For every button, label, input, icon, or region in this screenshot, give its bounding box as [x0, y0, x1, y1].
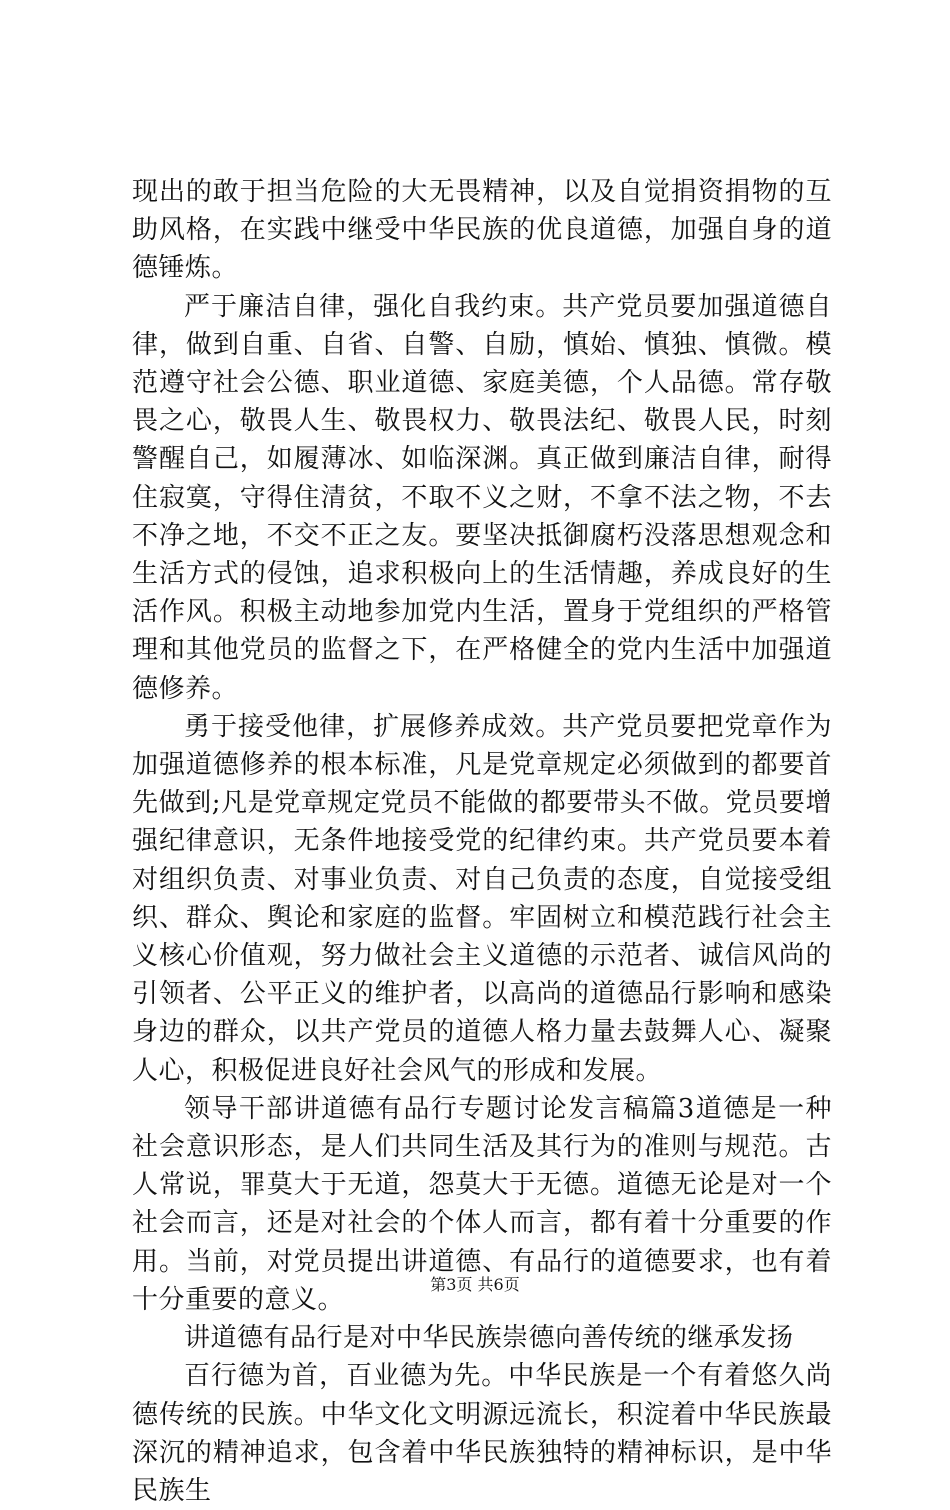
page-footer [0, 1272, 950, 1295]
paragraph-4: 领导干部讲道德有品行专题讨论发言稿篇3道德是一种社会意识形态，是人们共同生活及其行为的准则与规范。古人常说，罪莫大于无道，怨莫大于无德。道德无论是对一个社会而言，还是对社会的个体人而言，都有着十分重要的作用。当前，对党员提出讲道德、有品行的道德要求，也有着十分重要的意义。 [132, 1093, 832, 1315]
section-heading: 讲道德有品行是对中华民族崇德向善传统的继承发扬 [184, 1323, 794, 1354]
paragraph-1: 现出的敢于担当危险的大无畏精神，以及自觉捐资捐物的互助风格，在实践中继受中华民族的优良道德，加强自身的道德锤炼。 [132, 177, 832, 284]
paragraph-3: 勇于接受他律，扩展修养成效。共产党员要把党章作为加强道德修养的根本标准，凡是党章规定必须做到的都要首先做到;凡是党章规定党员不能做的都要带头不做。党员要增强纪律意识，无条件地接受党的纪律约束。共产党员要本着对组织负责、对事业负责、对自己负责的态度，自觉接受组织、群众、舆论和家庭的监督。牢固树立和模范践行社会主义核心价值观，努力做社会主义道德的示范者、诚信风尚的引领者、公平正义的维护者，以高尚的道德品行影响和感染身边的群众，以共产党员的道德人格力量去鼓舞人心、凝聚人心，积极促进良好社会风气的形成和发展。 [132, 711, 832, 1086]
page-number: 第3页 共6页 [430, 1275, 520, 1294]
paragraph-2: 严于廉洁自律，强化自我约束。共产党员要加强道德自律，做到自重、自省、自警、自励，慎始、慎独、慎微。模范遵守社会公德、职业道德、家庭美德，个人品德。常存敬畏之心，敬畏人生、敬畏权力、敬畏法纪、敬畏人民，时刻警醒自己，如履薄冰、如临深渊。真正做到廉洁自律，耐得住寂寞，守得住清贫，不取不义之财，不拿不法之物，不去不净之地，不交不正之友。要坚决抵御腐朽没落思想观念和生活方式的侵蚀，追求积极向上的生活情趣，养成良好的生活作风。积极主动地参加党内生活，置身于党组织的严格管理和其他党员的监督之下，在严格健全的党内生活中加强道德修养。 [132, 291, 832, 704]
document-body [132, 173, 832, 1510]
paragraph-5: 百行德为首，百业德为先。中华民族是一个有着悠久尚德传统的民族。中华文化文明源远流长，积淀着中华民族最深沉的精神追求，包含着中华民族独特的精神标识，是中华民族生 [132, 1361, 832, 1506]
